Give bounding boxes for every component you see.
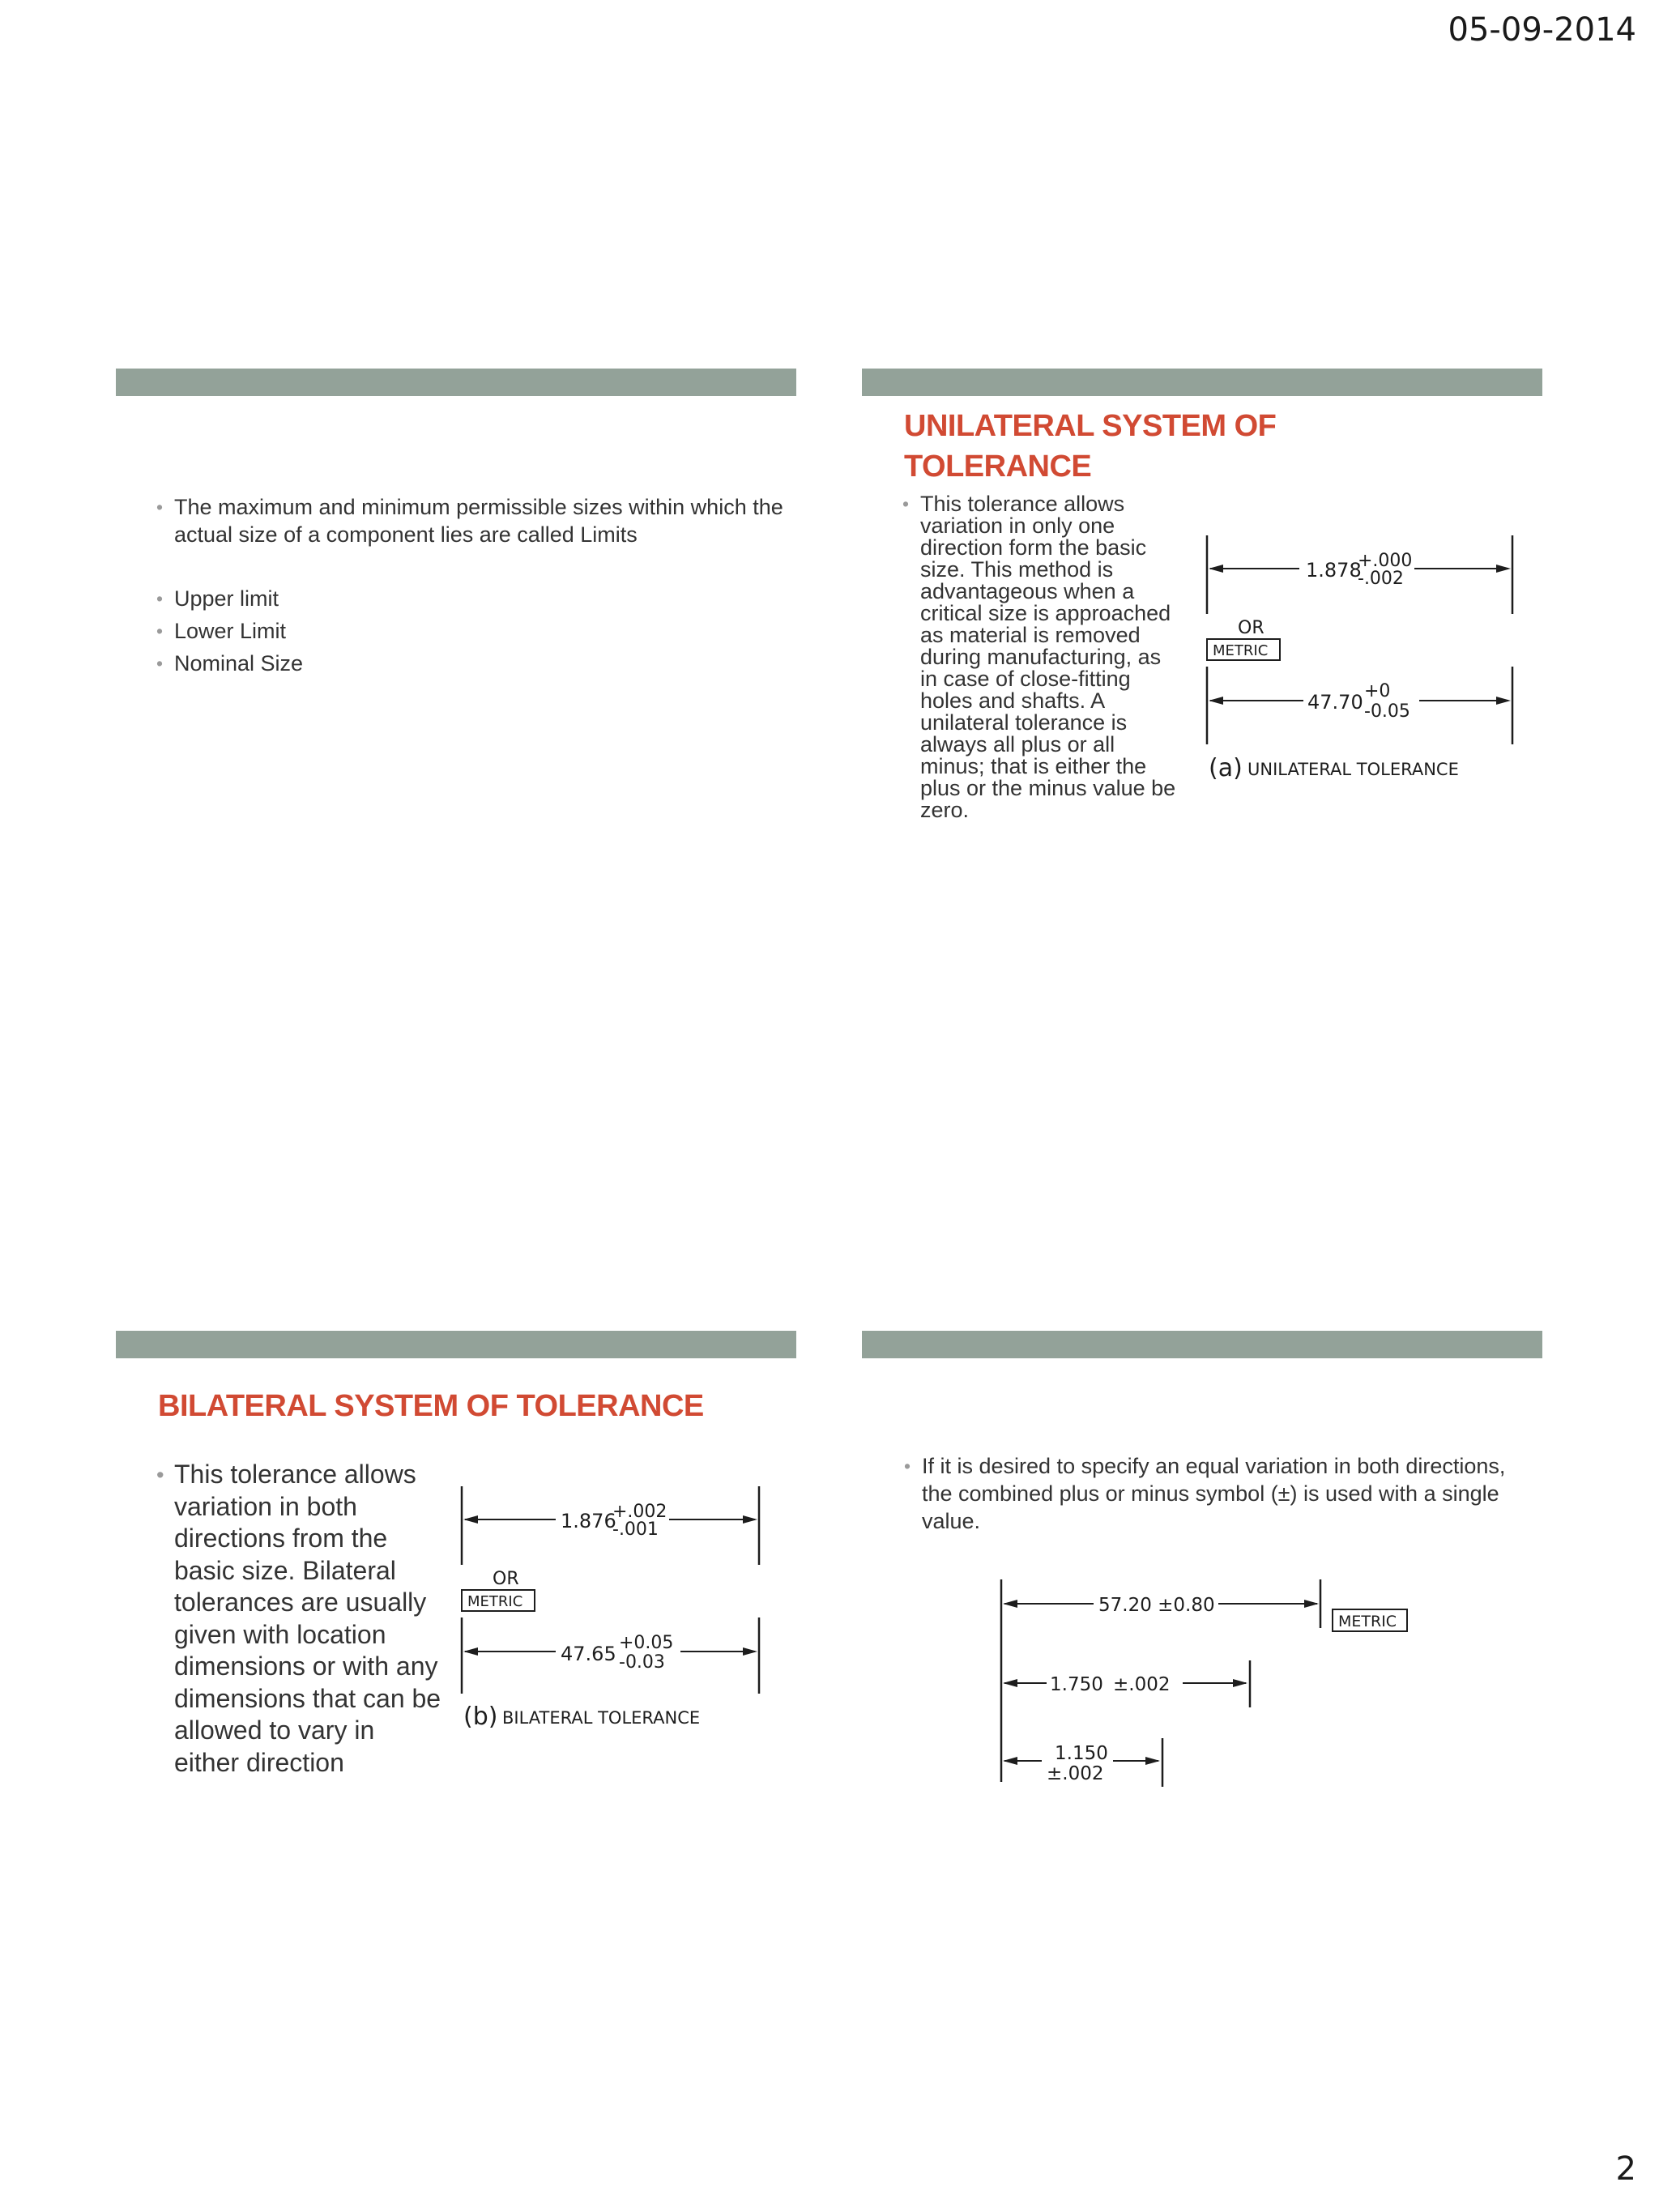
bullet-item: • The maximum and minimum permissible sizes within which the actual size of a component lies are called Limits xyxy=(156,493,788,548)
unilateral-tolerance-figure xyxy=(1202,531,1526,790)
text-line: unilateral tolerance is xyxy=(920,710,1128,735)
bullet-list-terms xyxy=(156,585,788,677)
text-line: minus; that is either the xyxy=(920,754,1147,778)
lower-tolerance: -.002 xyxy=(1358,569,1404,589)
bullet-list xyxy=(156,1459,456,1779)
slide-title: BILATERAL SYSTEM OF TOLERANCE xyxy=(158,1389,704,1423)
bullet-item: • Lower Limit xyxy=(156,617,788,645)
upper-tolerance: +0 xyxy=(1364,681,1391,701)
text-line: size. This method is xyxy=(920,557,1114,582)
caption-letter: (b) xyxy=(463,1703,498,1731)
text-line: dimensions or with any xyxy=(174,1652,438,1681)
text-line: dimensions that can be xyxy=(174,1683,441,1713)
text-line: critical size is approached xyxy=(920,601,1171,625)
slide-header-bar xyxy=(862,369,1542,396)
text-line: as material is removed xyxy=(920,623,1141,647)
text-line: always all plus or all xyxy=(920,732,1115,757)
caption-letter: (a) xyxy=(1209,754,1243,782)
text-line: directions from the xyxy=(174,1524,388,1553)
arrowhead xyxy=(1145,1757,1160,1765)
arrowhead xyxy=(1209,697,1223,705)
arrowhead xyxy=(463,1647,478,1656)
bullet-list xyxy=(904,1452,1536,1535)
slide-header-bar xyxy=(116,369,796,396)
arrowhead xyxy=(743,1515,757,1524)
slide-header-bar xyxy=(862,1331,1542,1358)
dimension-value: 57.20 ±0.80 xyxy=(1098,1595,1215,1616)
slide-header-bar xyxy=(116,1331,796,1358)
text-line: basic size. Bilateral xyxy=(174,1555,396,1585)
or-label: OR xyxy=(493,1569,519,1589)
slide-unilateral xyxy=(862,369,1542,936)
bullet-item xyxy=(156,1459,456,1779)
figure-caption: BILATERAL TOLERANCE xyxy=(502,1708,701,1728)
arrowhead xyxy=(1209,565,1223,573)
slide-equal-variation xyxy=(862,1331,1542,1898)
dimension-value: 1.876 xyxy=(561,1510,616,1532)
arrowhead xyxy=(1496,565,1511,573)
arrowhead xyxy=(743,1647,757,1656)
text-line: This tolerance allows xyxy=(920,492,1125,516)
arrowhead xyxy=(1496,697,1511,705)
bullet-item: • Nominal Size xyxy=(156,650,788,677)
text-line: either direction xyxy=(174,1747,344,1777)
bullet-item xyxy=(902,493,1178,821)
slide-limits xyxy=(116,369,796,936)
upper-tolerance: +.002 xyxy=(612,1502,667,1522)
text-line: allowed to vary in xyxy=(174,1715,375,1745)
bullet-list xyxy=(156,493,788,548)
dimension-value: 47.65 xyxy=(561,1643,616,1665)
figure-caption: UNILATERAL TOLERANCE xyxy=(1247,760,1459,779)
metric-label: METRIC xyxy=(467,1593,523,1610)
text-line: This tolerance allows xyxy=(174,1460,416,1489)
bullet-item: • If it is desired to specify an equal variation in both directions, the combined plus or minus symbol (±) is used with a single value. xyxy=(904,1452,1536,1535)
title-line: UNILATERAL SYSTEM OF xyxy=(904,409,1277,443)
upper-tolerance: +0.05 xyxy=(619,1633,674,1653)
upper-tolerance: +.000 xyxy=(1358,551,1413,571)
text-line: given with location xyxy=(174,1619,386,1649)
dimension-value: 47.70 xyxy=(1307,691,1363,714)
arrowhead xyxy=(1304,1600,1319,1608)
title-line: TOLERANCE xyxy=(904,450,1092,484)
slide-bilateral xyxy=(116,1331,796,1898)
arrowhead xyxy=(1003,1600,1017,1608)
arrowhead xyxy=(1233,1679,1247,1687)
text-line: in case of close-fitting xyxy=(920,667,1131,691)
tolerance-value: ±.002 xyxy=(1113,1674,1171,1695)
text-line: holes and shafts. A xyxy=(920,688,1106,713)
text-line: during manufacturing, as xyxy=(920,645,1162,669)
arrowhead xyxy=(1003,1679,1017,1687)
text-line: variation in both xyxy=(174,1491,357,1521)
text-line: zero. xyxy=(920,798,970,822)
text-line: plus or the minus value be xyxy=(920,776,1176,800)
arrowhead xyxy=(463,1515,478,1524)
text-line: advantageous when a xyxy=(920,579,1135,603)
tolerance-value: ±.002 xyxy=(1047,1763,1104,1784)
lower-tolerance: -0.05 xyxy=(1364,701,1410,722)
bilateral-tolerance-figure xyxy=(457,1481,781,1741)
lower-tolerance: -.001 xyxy=(612,1519,659,1540)
or-label: OR xyxy=(1238,618,1265,638)
metric-label: METRIC xyxy=(1338,1613,1397,1630)
dimension-value: 1.750 xyxy=(1050,1674,1103,1695)
bullet-list xyxy=(902,493,1178,821)
page-date: 05-09-2014 xyxy=(1448,11,1636,49)
equal-bilateral-figure xyxy=(998,1576,1484,1787)
slide-title xyxy=(904,406,1276,487)
text-line: direction form the basic xyxy=(920,535,1147,560)
dimension-value: 1.878 xyxy=(1306,559,1362,582)
bullet-item: • Upper limit xyxy=(156,585,788,612)
metric-label: METRIC xyxy=(1213,642,1269,659)
dimension-value: 1.150 xyxy=(1055,1743,1108,1764)
page-number: 2 xyxy=(1615,2150,1636,2188)
text-line: variation in only one xyxy=(920,514,1115,538)
text-line: tolerances are usually xyxy=(174,1588,427,1617)
lower-tolerance: -0.03 xyxy=(619,1652,665,1673)
arrowhead xyxy=(1003,1757,1017,1765)
